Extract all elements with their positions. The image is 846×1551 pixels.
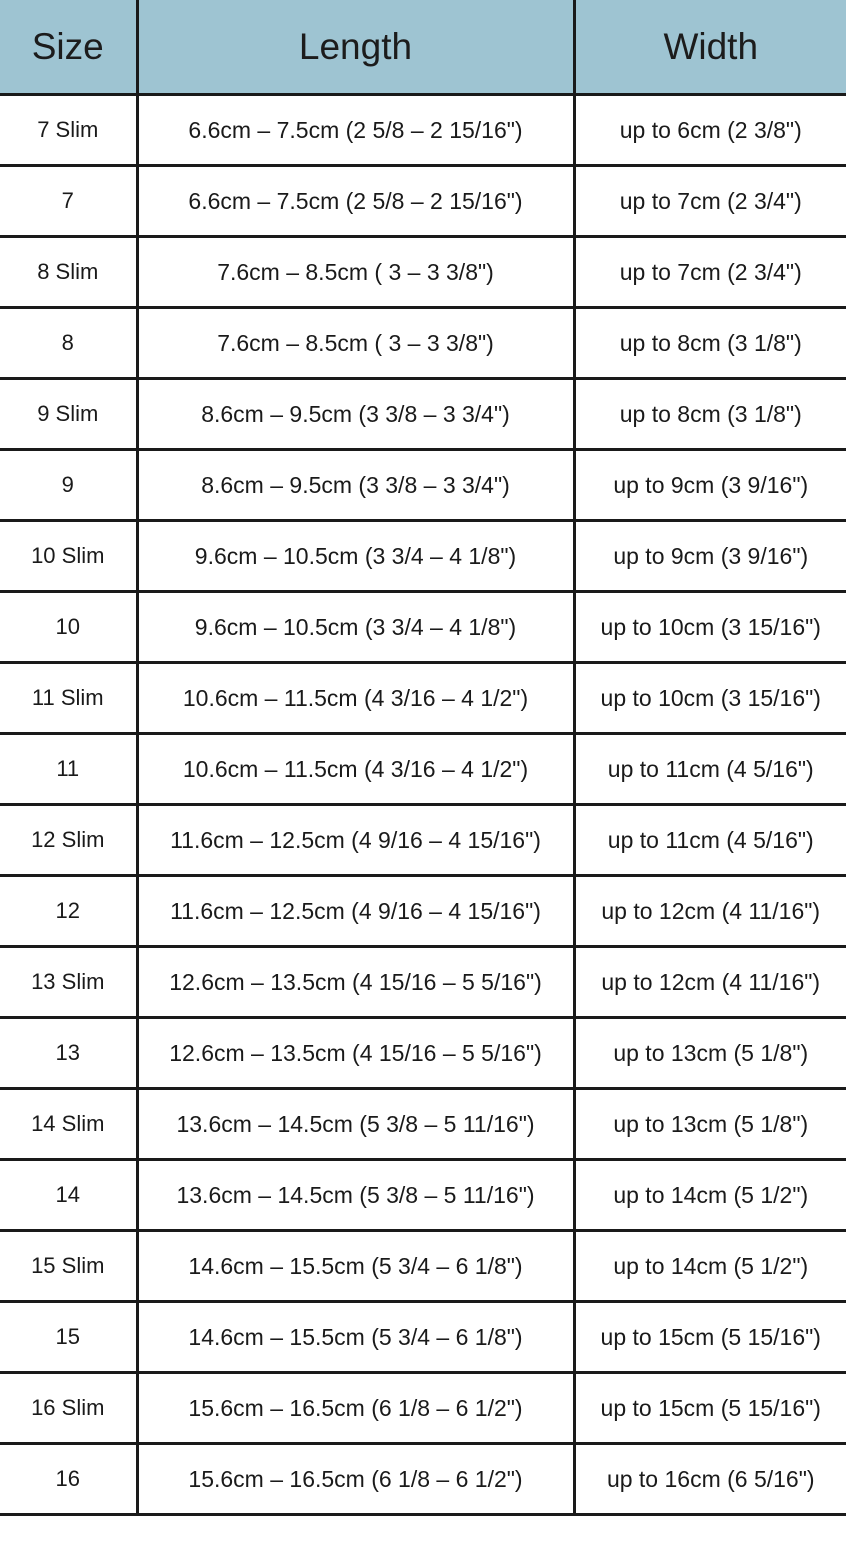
length-cell: 13.6cm – 14.5cm (5 3/8 – 5 11/16") (137, 1089, 574, 1160)
table-row (0, 663, 846, 734)
size-cell: 15 (0, 1302, 137, 1373)
length-cell: 14.6cm – 15.5cm (5 3/4 – 6 1/8") (137, 1302, 574, 1373)
table-row (0, 947, 846, 1018)
table-header (0, 0, 846, 95)
size-cell: 13 (0, 1018, 137, 1089)
length-cell: 9.6cm – 10.5cm (3 3/4 – 4 1/8") (137, 592, 574, 663)
width-cell: up to 14cm (5 1/2") (574, 1231, 846, 1302)
length-cell: 6.6cm – 7.5cm (2 5/8 – 2 15/16") (137, 166, 574, 237)
width-cell: up to 12cm (4 11/16") (574, 947, 846, 1018)
size-cell: 7 Slim (0, 95, 137, 166)
length-cell: 6.6cm – 7.5cm (2 5/8 – 2 15/16") (137, 95, 574, 166)
width-cell: up to 11cm (4 5/16") (574, 734, 846, 805)
size-cell: 7 (0, 166, 137, 237)
size-cell: 9 Slim (0, 379, 137, 450)
header-size: Size (0, 0, 137, 95)
length-cell: 7.6cm – 8.5cm ( 3 – 3 3/8") (137, 308, 574, 379)
length-cell: 11.6cm – 12.5cm (4 9/16 – 4 15/16") (137, 876, 574, 947)
size-cell: 8 Slim (0, 237, 137, 308)
width-cell: up to 13cm (5 1/8") (574, 1018, 846, 1089)
width-cell: up to 8cm (3 1/8") (574, 379, 846, 450)
width-cell: up to 9cm (3 9/16") (574, 450, 846, 521)
table-row (0, 521, 846, 592)
width-cell: up to 8cm (3 1/8") (574, 308, 846, 379)
size-cell: 13 Slim (0, 947, 137, 1018)
table-row (0, 1444, 846, 1515)
length-cell: 8.6cm – 9.5cm (3 3/8 – 3 3/4") (137, 379, 574, 450)
length-cell: 10.6cm – 11.5cm (4 3/16 – 4 1/2") (137, 663, 574, 734)
length-cell: 12.6cm – 13.5cm (4 15/16 – 5 5/16") (137, 947, 574, 1018)
length-cell: 8.6cm – 9.5cm (3 3/8 – 3 3/4") (137, 450, 574, 521)
length-cell: 13.6cm – 14.5cm (5 3/8 – 5 11/16") (137, 1160, 574, 1231)
length-cell: 10.6cm – 11.5cm (4 3/16 – 4 1/2") (137, 734, 574, 805)
width-cell: up to 11cm (4 5/16") (574, 805, 846, 876)
width-cell: up to 9cm (3 9/16") (574, 521, 846, 592)
width-cell: up to 7cm (2 3/4") (574, 237, 846, 308)
length-cell: 7.6cm – 8.5cm ( 3 – 3 3/8") (137, 237, 574, 308)
table-row (0, 805, 846, 876)
size-cell: 16 Slim (0, 1373, 137, 1444)
length-cell: 9.6cm – 10.5cm (3 3/4 – 4 1/8") (137, 521, 574, 592)
width-cell: up to 15cm (5 15/16") (574, 1302, 846, 1373)
table-row (0, 876, 846, 947)
length-cell: 12.6cm – 13.5cm (4 15/16 – 5 5/16") (137, 1018, 574, 1089)
size-cell: 12 Slim (0, 805, 137, 876)
table-row (0, 379, 846, 450)
width-cell: up to 7cm (2 3/4") (574, 166, 846, 237)
table-row (0, 734, 846, 805)
width-cell: up to 15cm (5 15/16") (574, 1373, 846, 1444)
table-row (0, 166, 846, 237)
size-cell: 10 (0, 592, 137, 663)
size-cell: 12 (0, 876, 137, 947)
header-width: Width (574, 0, 846, 95)
length-cell: 15.6cm – 16.5cm (6 1/8 – 6 1/2") (137, 1444, 574, 1515)
table-row (0, 1302, 846, 1373)
width-cell: up to 12cm (4 11/16") (574, 876, 846, 947)
size-cell: 11 Slim (0, 663, 137, 734)
length-cell: 11.6cm – 12.5cm (4 9/16 – 4 15/16") (137, 805, 574, 876)
size-cell: 14 Slim (0, 1089, 137, 1160)
width-cell: up to 16cm (6 5/16") (574, 1444, 846, 1515)
width-cell: up to 14cm (5 1/2") (574, 1160, 846, 1231)
table-body (0, 95, 846, 1515)
size-cell: 15 Slim (0, 1231, 137, 1302)
table-row (0, 95, 846, 166)
size-cell: 8 (0, 308, 137, 379)
header-row (0, 0, 846, 95)
length-cell: 15.6cm – 16.5cm (6 1/8 – 6 1/2") (137, 1373, 574, 1444)
header-length: Length (137, 0, 574, 95)
table-row (0, 592, 846, 663)
size-cell: 16 (0, 1444, 137, 1515)
table-row (0, 450, 846, 521)
table-row (0, 1089, 846, 1160)
table-row (0, 1018, 846, 1089)
size-cell: 11 (0, 734, 137, 805)
length-cell: 14.6cm – 15.5cm (5 3/4 – 6 1/8") (137, 1231, 574, 1302)
width-cell: up to 13cm (5 1/8") (574, 1089, 846, 1160)
table-row (0, 1160, 846, 1231)
table-row (0, 1373, 846, 1444)
size-cell: 9 (0, 450, 137, 521)
table-row (0, 1231, 846, 1302)
table-row (0, 308, 846, 379)
width-cell: up to 10cm (3 15/16") (574, 663, 846, 734)
size-cell: 14 (0, 1160, 137, 1231)
width-cell: up to 10cm (3 15/16") (574, 592, 846, 663)
size-cell: 10 Slim (0, 521, 137, 592)
table-row (0, 237, 846, 308)
width-cell: up to 6cm (2 3/8") (574, 95, 846, 166)
